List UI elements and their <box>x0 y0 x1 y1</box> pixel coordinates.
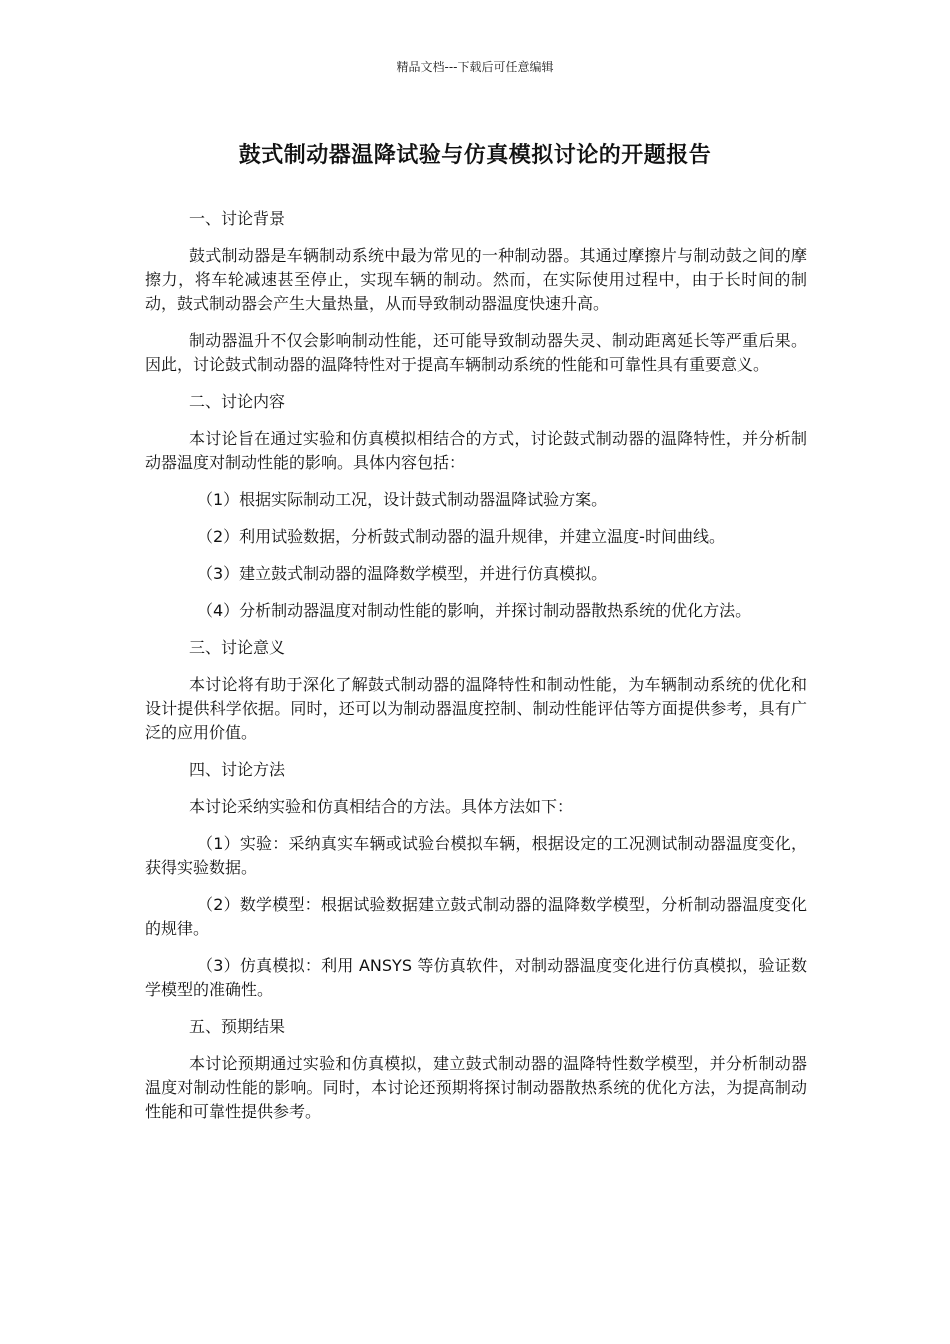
section-heading-background: 一、讨论背景 <box>189 209 286 228</box>
section-heading-methods: 四、讨论方法 <box>189 760 286 779</box>
list-item: （2）数学模型：根据试验数据建立鼓式制动器的温降数学模型，分析制动器温度变化的规律。 <box>145 895 807 938</box>
document-title: 鼓式制动器温降试验与仿真模拟讨论的开题报告 <box>238 143 712 168</box>
paragraph: 鼓式制动器是车辆制动系统中最为常见的一种制动器。其通过摩擦片与制动鼓之间的摩擦力，将车轮减速甚至停止，实现车辆的制动。然而，在实际使用过程中，由于长时间的制动，鼓式制动器会产生大量热量，从而导致制动器温度快速升高。 <box>145 246 807 313</box>
section-heading-content: 二、讨论内容 <box>189 392 286 411</box>
list-item: （2）利用试验数据，分析鼓式制动器的温升规律，并建立温度-时间曲线。 <box>197 527 725 546</box>
header-note: 精品文档---下载后可任意编辑 <box>396 60 554 74</box>
list-item: （3）建立鼓式制动器的温降数学模型，并进行仿真模拟。 <box>197 564 608 583</box>
document-body <box>145 207 807 1124</box>
paragraph: 本讨论旨在通过实验和仿真模拟相结合的方式，讨论鼓式制动器的温降特性，并分析制动器温度对制动性能的影响。具体内容包括： <box>145 429 807 472</box>
list-item: （1）根据实际制动工况，设计鼓式制动器温降试验方案。 <box>197 490 608 509</box>
list-item: （1）实验：采纳真实车辆或试验台模拟车辆，根据设定的工况测试制动器温度变化，获得实验数据。 <box>145 834 807 877</box>
list-item: （4）分析制动器温度对制动性能的影响，并探讨制动器散热系统的优化方法。 <box>197 601 752 620</box>
section-heading-significance: 三、讨论意义 <box>189 638 286 657</box>
list-item: （3）仿真模拟：利用 ANSYS 等仿真软件，对制动器温度变化进行仿真模拟，验证数学模型的准确性。 <box>145 956 807 999</box>
section-heading-expected-results: 五、预期结果 <box>189 1017 286 1036</box>
paragraph: 本讨论预期通过实验和仿真模拟，建立鼓式制动器的温降特性数学模型，并分析制动器温度对制动性能的影响。同时，本讨论还预期将探讨制动器散热系统的优化方法，为提高制动性能和可靠性提供参考。 <box>145 1054 807 1121</box>
paragraph: 制动器温升不仅会影响制动性能，还可能导致制动器失灵、制动距离延长等严重后果。因此，讨论鼓式制动器的温降特性对于提高车辆制动系统的性能和可靠性具有重要意义。 <box>145 331 807 374</box>
paragraph: 本讨论将有助于深化了解鼓式制动器的温降特性和制动性能，为车辆制动系统的优化和设计提供科学依据。同时，还可以为制动器温度控制、制动性能评估等方面提供参考，具有广泛的应用价值。 <box>145 675 807 742</box>
paragraph: 本讨论采纳实验和仿真相结合的方法。具体方法如下： <box>189 797 574 816</box>
